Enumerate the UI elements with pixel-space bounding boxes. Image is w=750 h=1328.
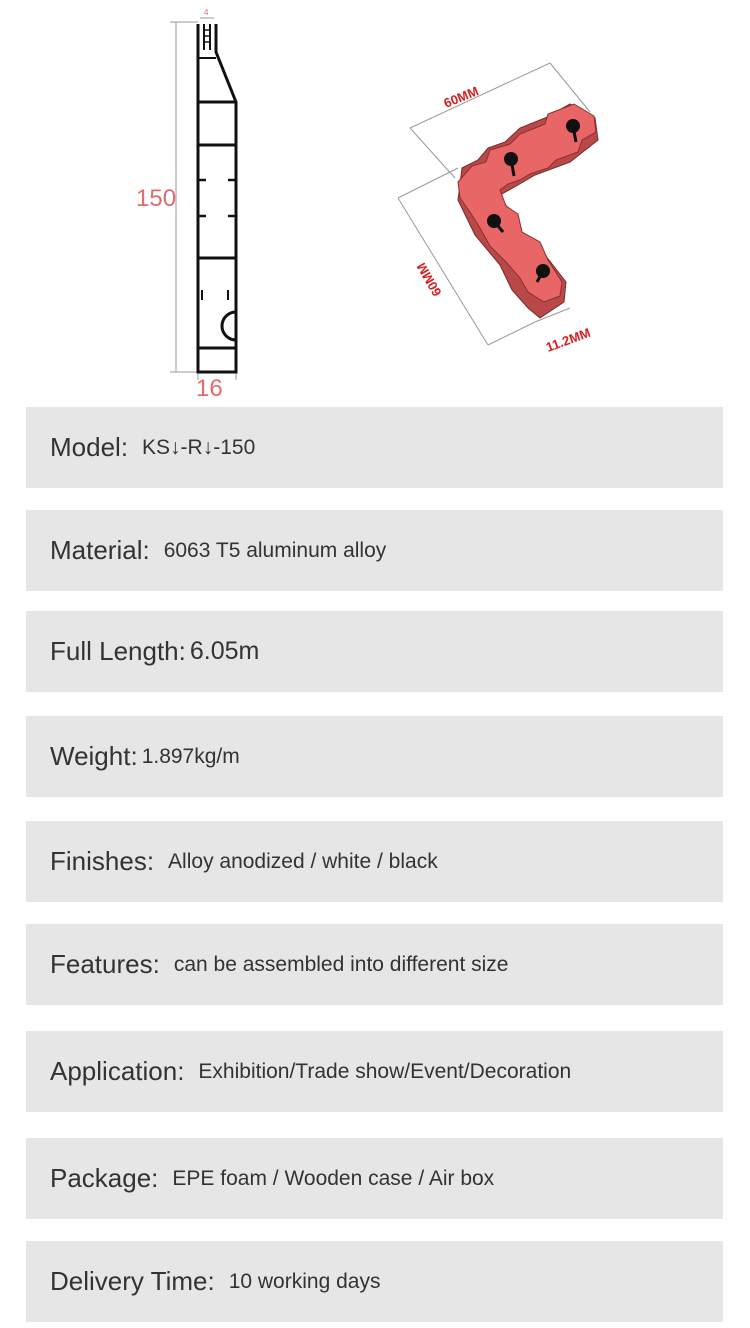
spec-row-finishes — [26, 821, 723, 902]
spec-row-material — [26, 510, 723, 591]
corner-thickness-dimension-label: 11.2MM — [543, 324, 593, 355]
spec-row-delivery-time — [26, 1241, 723, 1322]
spec-value: Exhibition/Trade show/Event/Decoration — [198, 1059, 572, 1083]
corner-connector-diagram — [380, 45, 630, 375]
corner-left-dimension-label: 60MM — [413, 260, 445, 299]
spec-label: Package: — [50, 1163, 159, 1193]
spec-row-model — [26, 407, 723, 488]
spec-row-features — [26, 924, 723, 1005]
spec-row-package — [26, 1138, 723, 1219]
spec-value: 6.05m — [189, 637, 260, 665]
spec-value: Alloy anodized / white / black — [168, 849, 438, 873]
spec-value: KS↓-R↓-150 — [142, 435, 256, 459]
spec-label: Features: — [50, 949, 160, 979]
profile-cross-section — [120, 0, 280, 408]
spec-label: Application: — [50, 1056, 185, 1086]
spec-value: 1.897kg/m — [141, 744, 240, 768]
spec-label: Full Length: — [50, 636, 186, 666]
spec-label: Delivery Time: — [50, 1266, 215, 1296]
spec-label: Weight: — [50, 741, 138, 771]
spec-value: EPE foam / Wooden case / Air box — [172, 1166, 495, 1190]
spec-label: Material: — [50, 535, 150, 565]
spec-row-application — [26, 1031, 723, 1112]
spec-row-weight — [26, 716, 723, 797]
spec-label: Finishes: — [50, 846, 155, 876]
top-dimension-label: 4 — [204, 8, 209, 17]
corner-top-dimension-label: 60MM — [441, 83, 481, 111]
spec-row-full-length — [26, 611, 723, 692]
height-dimension-label: 150 — [136, 185, 177, 212]
width-dimension-label: 16 — [196, 375, 223, 402]
product-diagrams — [0, 0, 750, 408]
spec-value: can be assembled into different size — [173, 952, 509, 976]
spec-value: 10 working days — [228, 1269, 381, 1293]
spec-label: Model: — [50, 432, 129, 462]
spec-value: 6063 T5 aluminum alloy — [163, 538, 387, 562]
